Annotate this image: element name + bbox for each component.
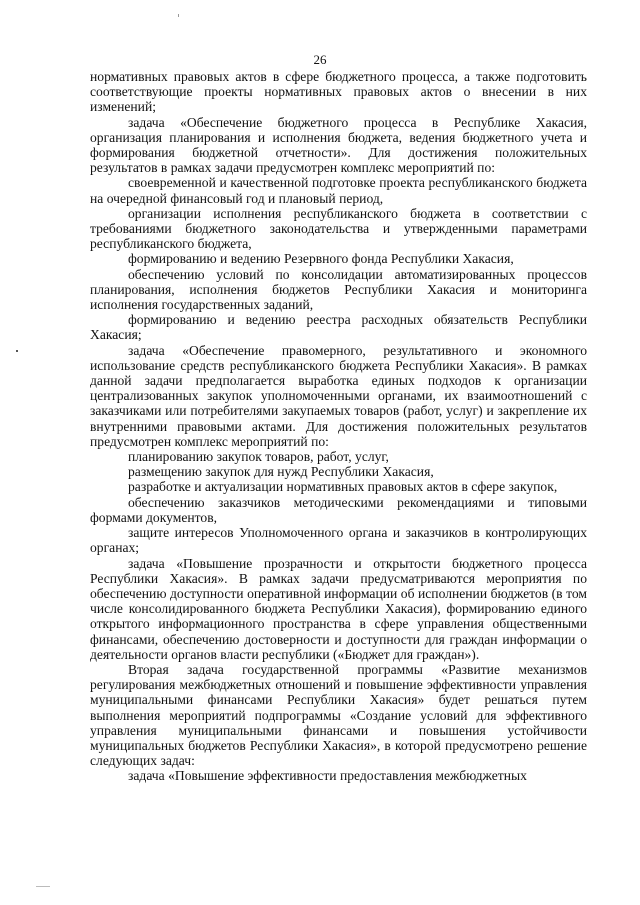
paragraph-task-transparency: задача «Повышение прозрачности и открытости бюджетного процесса Республики Хакасия». В рамках задачи предусматриваются мероприятия по обеспечению доступности оперативной информации об исполнении бюджетов (в том числе консолидированного бюджета Республики Хакасия), формированию единого открытого информационного пространства в сфере управления общественными финансами, обеспечению достоверности и доступности для граждан информации о деятельности органов власти республики («Бюджет для граждан»). [90,555,587,662]
paragraph-task-interbudget: задача «Повышение эффективности предоставления межбюджетных [128,768,527,784]
paragraph-second-task: Вторая задача государственной программы «Развитие механизмов регулирования межбюджетных отношений и повышение эффективности управления муниципальными финансами Республики Хакасия» будет решаться путем выполнения мероприятий подпрограммы «Создание условий для эффективного управления муниципальными финансами и повышения устойчивости муниципальных бюджетов Республики Хакасия», в которой предусмотрено решение следующих задач: [90,661,587,769]
paragraph-item: своевременной и качественной подготовке проекта республиканского бюджета на очередной финансовый год и плановый период, [90,175,587,206]
page-number: 26 [313,52,327,67]
paragraph-item: обеспечению условий по консолидации автоматизированных процессов планирования, исполнения бюджетов Республики Хакасия и мониторинга исполнения государственных заданий, [90,266,587,313]
paragraph-item: размещению закупок для нужд Республики Хакасия, [128,464,434,480]
paragraph-item: формированию и ведению Резервного фонда Республики Хакасия, [128,251,514,267]
scan-speck [178,14,179,17]
paragraph-task-lawful-use: задача «Обеспечение правомерного, результативного и экономного использование средств республиканского бюджета Республики Хакасия». В рамках данной задачи предполагается выработка единых подходов к организации централизованных закупок уполномоченными органами, их взаимоотношений с заказчиками или потребителями закупаемых товаров (работ, услуг) и закрепление их внутренними правовыми актами. Для достижения положительных результатов предусмотрен комплекс мероприятий по: [90,342,587,449]
paragraph-item: защите интересов Уполномоченного органа и заказчиков в контролирующих органах; [90,525,587,556]
paragraph-item: формированию и ведению реестра расходных обязательств Республики Хакасия; [90,312,587,343]
paragraph-item: планированию закупок товаров, работ, услуг, [128,449,389,465]
paragraph-item: разработке и актуализации нормативных правовых актов в сфере закупок, [128,479,558,495]
document-body [90,69,587,784]
paragraph-item: организации исполнения республиканского бюджета в соответствии с требованиями бюджетного законодательства и утвержденными параметрами республиканского бюджета, [90,205,587,252]
paragraph-item: обеспечению заказчиков методическими рекомендациями и типовыми формами документов, [90,494,587,525]
scan-speck [16,350,18,352]
paragraph-continuation: нормативных правовых актов в сфере бюджетного процесса, а также подготовить соответствующие проекты нормативных правовых актов о внесении в них изменений; [90,69,587,115]
scan-speck [36,886,50,887]
paragraph-task-budget-process: задача «Обеспечение бюджетного процесса в Республике Хакасия, организация планирования и исполнения бюджета, ведения бюджетного учета и формирования бюджетной отчетности». Для достижения положительных результатов в рамках задачи предусмотрен комплекс мероприятий по: [90,114,587,176]
